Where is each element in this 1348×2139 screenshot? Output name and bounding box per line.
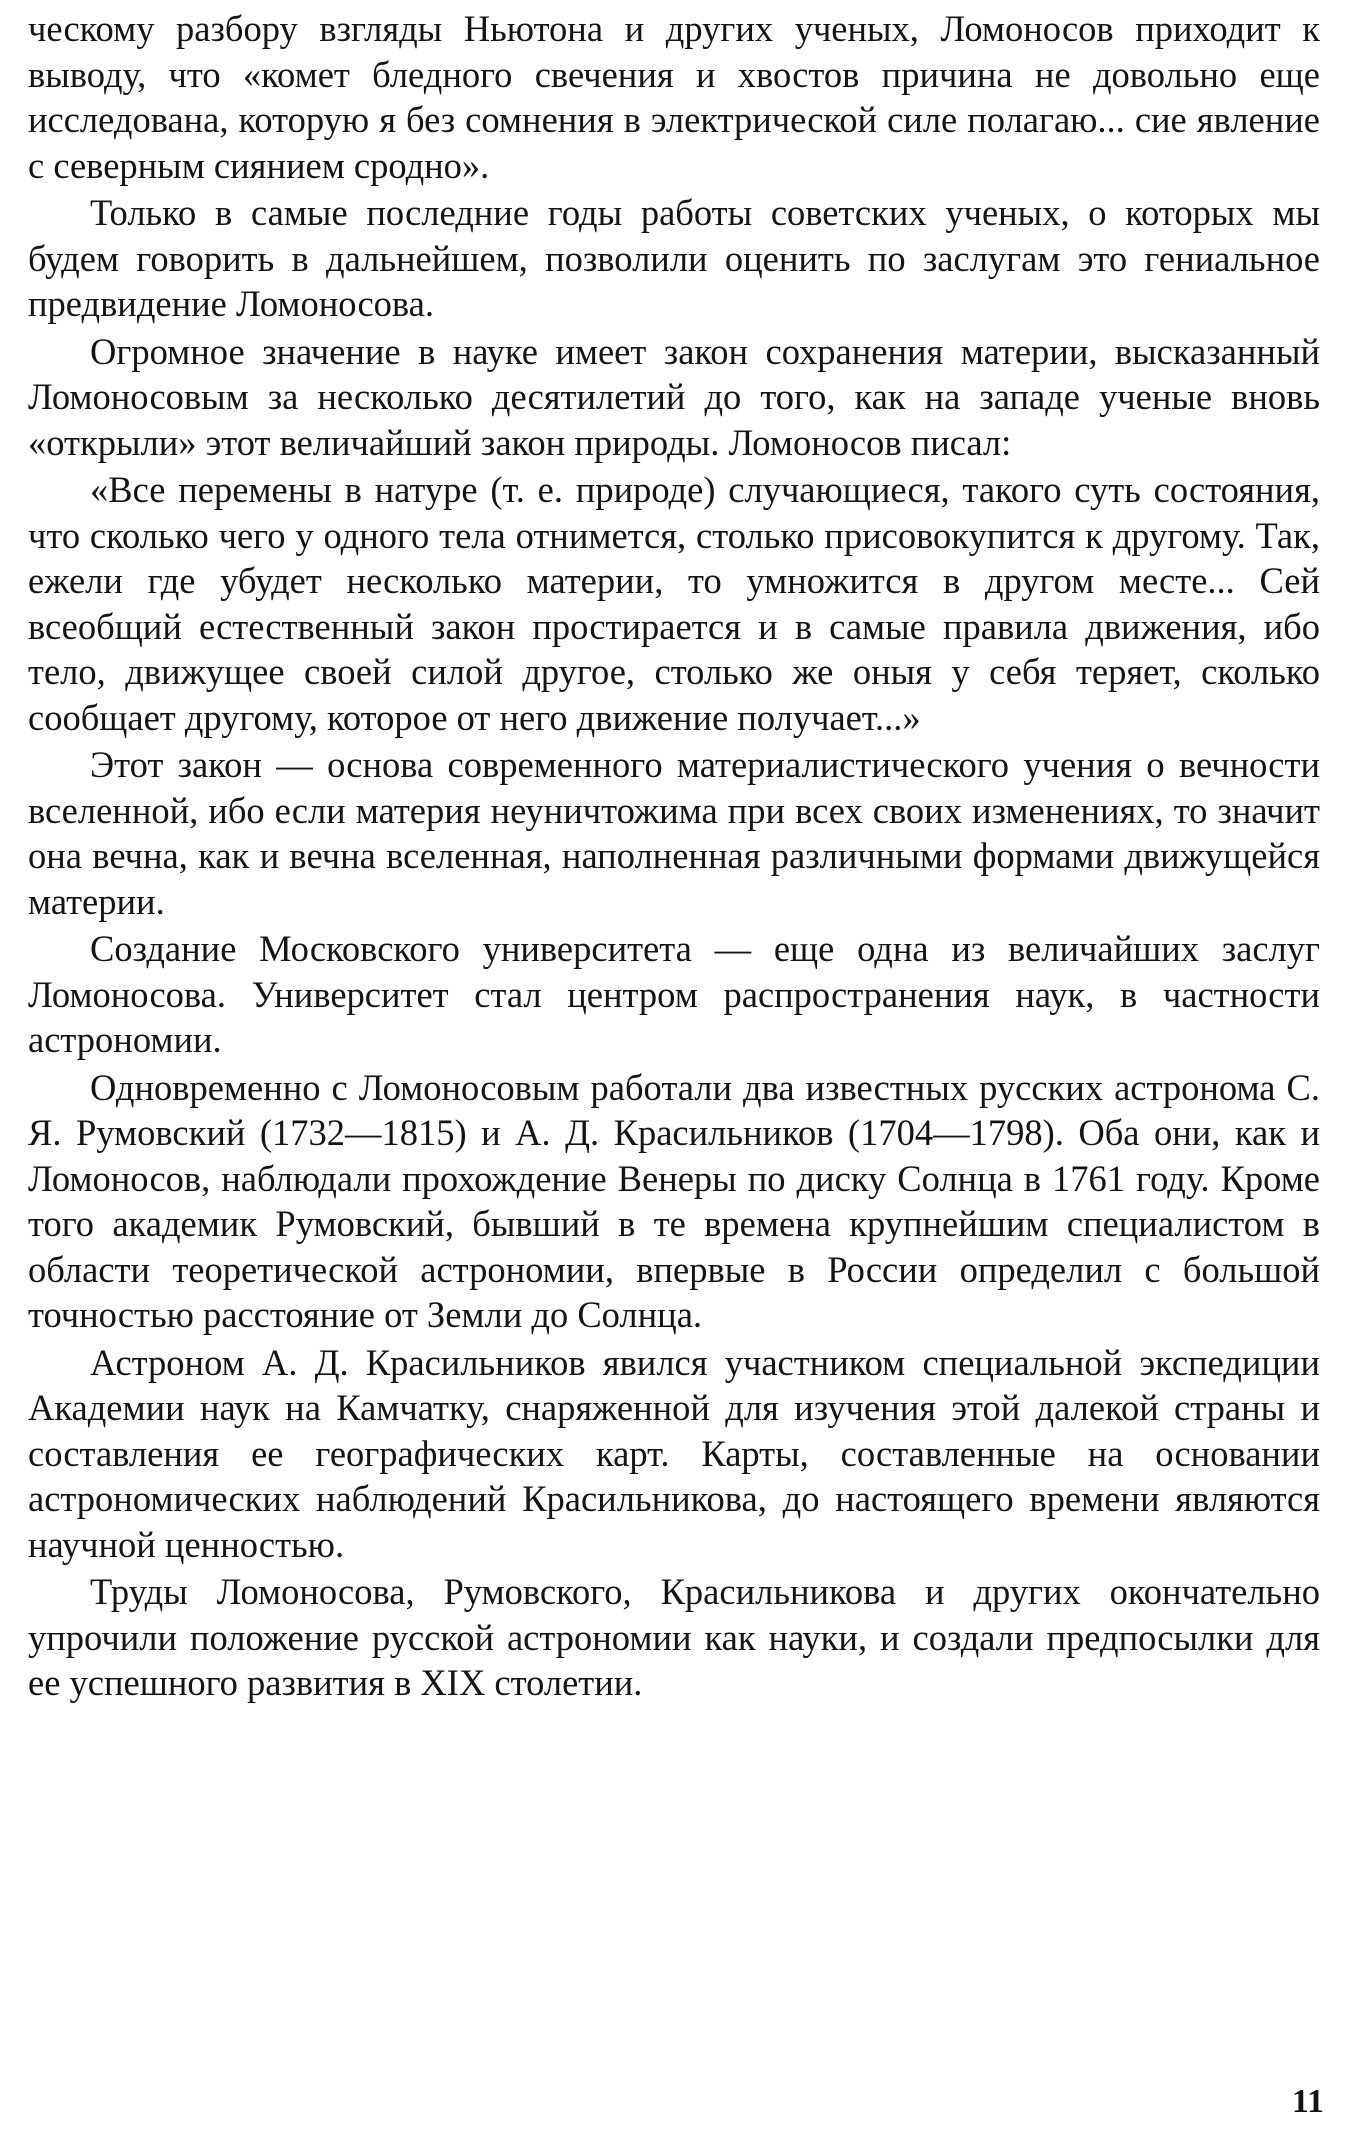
paragraph: Огромное значение в науке имеет закон сохранения материи, высказанный Ломоносовым за несколько десятилетий до того, как на западе ученые вновь «открыли» этот величайший закон природы. Ломоносов писал: <box>28 330 1320 463</box>
paragraph: Труды Ломоносова, Румовского, Красильникова и других окончательно упрочили положение русской астрономии как науки, и создали предпосылки для ее успешного развития в XIX столетии. <box>28 1571 1320 1703</box>
paragraph: Астроном А. Д. Красильников явился участником специальной экспедиции Академии наук на Камчатку, снаряженной для изучения этой далекой страны и составления ее географических карт. Карты, составленные на основании астрономических наблюдений Красильникова, до настоящего времени являются научной ценностью. <box>28 1341 1320 1565</box>
page-number: 11 <box>1291 2083 1324 2120</box>
paragraph: Этот закон — основа современного материалистического учения о вечности вселенной, ибо если материя неуничтожима при всех своих изменениях, то значит она вечна, как и вечна вселенная, наполненная различными формами движущейся материи. <box>28 744 1320 922</box>
paragraph: Только в самые последние годы работы советских ученых, о которых мы будем говорить в дальнейшем, позволили оценить по заслугам это гениальное предвидение Ломоносова. <box>28 192 1320 324</box>
paragraph: Создание Московского университета — еще одна из величайших заслуг Ломоносова. Университет стал центром распространения наук, в частности астрономии. <box>28 928 1320 1060</box>
page-body <box>28 6 1320 1706</box>
paragraph: Одновременно с Ломоносовым работали два известных русских астронома С. Я. Румовский (1732—1815) и А. Д. Красильников (1704—1798). Оба они, как и Ломоносов, наблюдали прохождение Венеры по диску Солнца в 1761 году. Кроме того академик Румовский, бывший в те времена крупнейшим специалистом в области теоретической астрономии, впервые в России определил с большой точностью расстояние от Земли до Солнца. <box>28 1066 1320 1335</box>
quotation-paragraph: «Все перемены в натуре (т. е. природе) случающиеся, такого суть состояния, что сколько чего у одного тела отнимется, столько присовокупится к другому. Так, ежели где убудет несколько материи, то умножится в другом месте... Сей всеобщий естественный закон простирается и в самые правила движения, ибо тело, движущее своей силой другое, столько же оныя у себя теряет, сколько сообщает другому, которое от него движение получает...» <box>28 469 1320 738</box>
paragraph-continuation: ческому разбору взгляды Ньютона и других ученых, Ломоносов приходит к выводу, что «комет бледного свечения и хвостов причина не довольно еще исследована, которую я без сомнения в электрической силе полагаю... сие явление с северным сиянием сродно». <box>28 8 1320 186</box>
